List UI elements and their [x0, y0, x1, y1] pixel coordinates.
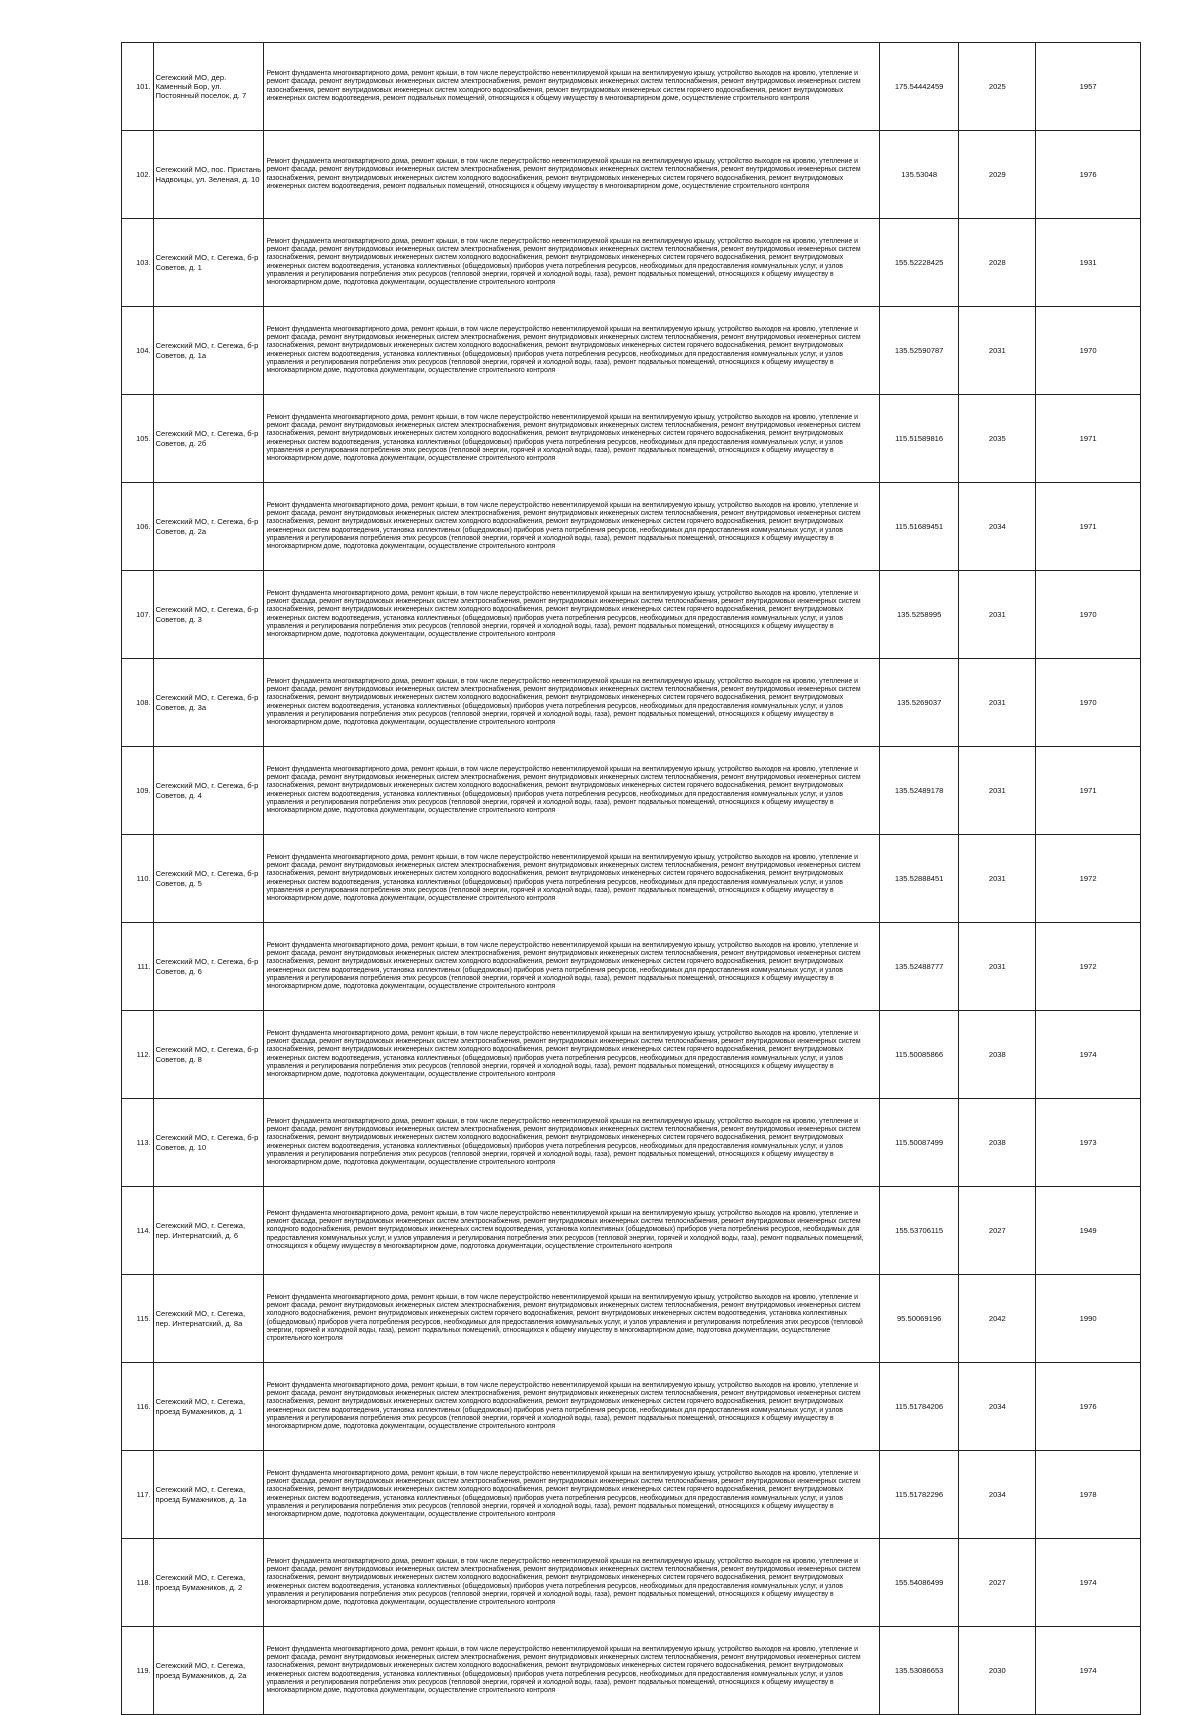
address-cell: Сегежский МО, г. Сегежа, б-р Советов, д. 1а [153, 307, 264, 395]
planned-year-cell: 2031 [959, 923, 1036, 1011]
built-year-cell: 1976 [1036, 131, 1141, 219]
works-description-cell: Ремонт фундамента многоквартирного дома, ремонт крыши, в том числе переустройство невентилируемой крыши на вентилируемую крышу, устройство выходов на кровлю, утепление и ремонт фасада, ремонт внутридомовых инженерных систем электроснабжения, ремонт внутридомовых инженерных систем теплоснабжения, ремонт внутридомовых инженерных систем газоснабжения, ремонт внутридомовых инженерных систем холодного водоснабжения, ремонт внутридомовых инженерных систем горячего водоснабжения, ремонт внутридомовых инженерных систем водоотведения, ремонт подвальных помещений, относящихся к общему имуществу в многоквартирном доме, осуществление строительного контроля [264, 43, 879, 131]
address-cell: Сегежский МО, г. Сегежа, б-р Советов, д. 10 [153, 1099, 264, 1187]
works-description-cell: Ремонт фундамента многоквартирного дома, ремонт крыши, в том числе переустройство невентилируемой крыши на вентилируемую крышу, устройство выходов на кровлю, утепление и ремонт фасада, ремонт внутридомовых инженерных систем электроснабжения, ремонт внутридомовых инженерных систем теплоснабжения, ремонт внутридомовых инженерных систем газоснабжения, ремонт внутридомовых инженерных систем холодного водоснабжения, ремонт внутридомовых инженерных систем горячего водоснабжения, ремонт внутридомовых инженерных систем водоотведения, установка коллективных (общедомовых) приборов учета потребления ресурсов, необходимых для предоставления коммунальных услуг, и узлов управления и регулирования потребления этих ресурсов (тепловой энергии, горячей и холодной воды, газа), ремонт подвальных помещений, относящихся к общему имуществу в многоквартирном доме, подготовка документации, осуществление строительного контроля [264, 571, 879, 659]
planned-year-cell: 2035 [959, 395, 1036, 483]
planned-year-cell: 2027 [959, 1539, 1036, 1627]
built-year-cell: 1976 [1036, 1363, 1141, 1451]
works-description-cell: Ремонт фундамента многоквартирного дома, ремонт крыши, в том числе переустройство невентилируемой крыши на вентилируемую крышу, устройство выходов на кровлю, утепление и ремонт фасада, ремонт внутридомовых инженерных систем электроснабжения, ремонт внутридомовых инженерных систем теплоснабжения, ремонт внутридомовых инженерных систем газоснабжения, ремонт внутридомовых инженерных систем холодного водоснабжения, ремонт внутридомовых инженерных систем горячего водоснабжения, ремонт внутридомовых инженерных систем водоотведения, установка коллективных (общедомовых) приборов учета потребления ресурсов, необходимых для предоставления коммунальных услуг, и узлов управления и регулирования потребления этих ресурсов (тепловой энергии, горячей и холодной воды, газа), ремонт подвальных помещений, относящихся к общему имуществу в многоквартирном доме, подготовка документации, осуществление строительного контроля [264, 1099, 879, 1187]
planned-year-cell: 2031 [959, 659, 1036, 747]
address-cell: Сегежский МО, г. Сегежа, проезд Бумажников, д. 2а [153, 1627, 264, 1715]
address-cell: Сегежский МО, г. Сегежа, б-р Советов, д. 3 [153, 571, 264, 659]
cost-cell: 155.54086499 [879, 1539, 958, 1627]
cost-cell: 135.5269037 [879, 659, 958, 747]
works-description-cell: Ремонт фундамента многоквартирного дома, ремонт крыши, в том числе переустройство невентилируемой крыши на вентилируемую крышу, устройство выходов на кровлю, утепление и ремонт фасада, ремонт внутридомовых инженерных систем электроснабжения, ремонт внутридомовых инженерных систем теплоснабжения, ремонт внутридомовых инженерных систем холодного водоснабжения, ремонт внутридомовых инженерных систем водоотведения, установка коллективных (общедомовых) приборов учета потребления ресурсов, необходимых для предоставления коммунальных услуг, и узлов управления и регулирования потребления этих ресурсов (тепловой энергии, горячей и холодной воды, газа), ремонт подвальных помещений, относящихся к общему имуществу в многоквартирном доме, подготовка документации, осуществление строительного контроля [264, 1187, 879, 1275]
address-cell: Сегежский МО, г. Сегежа, б-р Советов, д. 1 [153, 219, 264, 307]
row-number: 110. [122, 835, 154, 923]
built-year-cell: 1978 [1036, 1451, 1141, 1539]
works-description-cell: Ремонт фундамента многоквартирного дома, ремонт крыши, в том числе переустройство невентилируемой крыши на вентилируемую крышу, устройство выходов на кровлю, утепление и ремонт фасада, ремонт внутридомовых инженерных систем электроснабжения, ремонт внутридомовых инженерных систем теплоснабжения, ремонт внутридомовых инженерных систем газоснабжения, ремонт внутридомовых инженерных систем холодного водоснабжения, ремонт внутридомовых инженерных систем горячего водоснабжения, ремонт внутридомовых инженерных систем водоотведения, установка коллективных (общедомовых) приборов учета потребления ресурсов, необходимых для предоставления коммунальных услуг, и узлов управления и регулирования потребления этих ресурсов (тепловой энергии, горячей и холодной воды, газа), ремонт подвальных помещений, относящихся к общему имуществу в многоквартирном доме, подготовка документации, осуществление строительного контроля [264, 1363, 879, 1451]
row-number: 108. [122, 659, 154, 747]
cost-cell: 155.53706115 [879, 1187, 958, 1275]
works-description-cell: Ремонт фундамента многоквартирного дома, ремонт крыши, в том числе переустройство невентилируемой крыши на вентилируемую крышу, устройство выходов на кровлю, утепление и ремонт фасада, ремонт внутридомовых инженерных систем электроснабжения, ремонт внутридомовых инженерных систем теплоснабжения, ремонт внутридомовых инженерных систем газоснабжения, ремонт внутридомовых инженерных систем холодного водоснабжения, ремонт внутридомовых инженерных систем горячего водоснабжения, ремонт внутридомовых инженерных систем водоотведения, установка коллективных (общедомовых) приборов учета потребления ресурсов, необходимых для предоставления коммунальных услуг, и узлов управления и регулирования потребления этих ресурсов (тепловой энергии, горячей и холодной воды, газа), ремонт подвальных помещений, относящихся к общему имуществу в многоквартирном доме, подготовка документации, осуществление строительного контроля [264, 835, 879, 923]
row-number: 105. [122, 395, 154, 483]
built-year-cell: 1970 [1036, 307, 1141, 395]
built-year-cell: 1970 [1036, 571, 1141, 659]
built-year-cell: 1972 [1036, 835, 1141, 923]
built-year-cell: 1974 [1036, 1627, 1141, 1715]
built-year-cell: 1931 [1036, 219, 1141, 307]
built-year-cell: 1970 [1036, 659, 1141, 747]
planned-year-cell: 2028 [959, 219, 1036, 307]
address-cell: Сегежский МО, г. Сегежа, б-р Советов, д. 2б [153, 395, 264, 483]
row-number: 119. [122, 1627, 154, 1715]
address-cell: Сегежский МО, г. Сегежа, проезд Бумажников, д. 2 [153, 1539, 264, 1627]
planned-year-cell: 2031 [959, 571, 1036, 659]
cost-cell: 135.52489178 [879, 747, 958, 835]
row-number: 115. [122, 1275, 154, 1363]
planned-year-cell: 2038 [959, 1099, 1036, 1187]
address-cell: Сегежский МО, г. Сегежа, б-р Советов, д. 4 [153, 747, 264, 835]
cost-cell: 135.5258995 [879, 571, 958, 659]
row-number: 103. [122, 219, 154, 307]
built-year-cell: 1957 [1036, 43, 1141, 131]
built-year-cell: 1949 [1036, 1187, 1141, 1275]
cost-cell: 115.51689451 [879, 483, 958, 571]
address-cell: Сегежский МО, г. Сегежа, пер. Интернатский, д. 8а [153, 1275, 264, 1363]
planned-year-cell: 2031 [959, 307, 1036, 395]
table-row [122, 1539, 1141, 1627]
works-description-cell: Ремонт фундамента многоквартирного дома, ремонт крыши, в том числе переустройство невентилируемой крыши на вентилируемую крышу, устройство выходов на кровлю, утепление и ремонт фасада, ремонт внутридомовых инженерных систем электроснабжения, ремонт внутридомовых инженерных систем теплоснабжения, ремонт внутридомовых инженерных систем газоснабжения, ремонт внутридомовых инженерных систем холодного водоснабжения, ремонт внутридомовых инженерных систем горячего водоснабжения, ремонт внутридомовых инженерных систем водоотведения, ремонт подвальных помещений, относящихся к общему имуществу в многоквартирном доме, осуществление строительного контроля [264, 131, 879, 219]
cost-cell: 155.52228425 [879, 219, 958, 307]
built-year-cell: 1971 [1036, 395, 1141, 483]
table-row [122, 835, 1141, 923]
table-row [122, 1011, 1141, 1099]
works-description-cell: Ремонт фундамента многоквартирного дома, ремонт крыши, в том числе переустройство невентилируемой крыши на вентилируемую крышу, устройство выходов на кровлю, утепление и ремонт фасада, ремонт внутридомовых инженерных систем электроснабжения, ремонт внутридомовых инженерных систем теплоснабжения, ремонт внутридомовых инженерных систем холодного водоснабжения, ремонт внутридомовых инженерных систем горячего водоснабжения, ремонт внутридомовых инженерных систем водоотведения, установка коллективных (общедомовых) приборов учета потребления ресурсов, необходимых для предоставления коммунальных услуг, и узлов управления и регулирования потребления этих ресурсов (тепловой энергии, горячей и холодной воды, газа), ремонт подвальных помещений, относящихся к общему имуществу в многоквартирном доме, подготовка документации, осуществление строительного контроля [264, 1275, 879, 1363]
planned-year-cell: 2025 [959, 43, 1036, 131]
row-number: 106. [122, 483, 154, 571]
planned-year-cell: 2027 [959, 1187, 1036, 1275]
cost-cell: 135.52488777 [879, 923, 958, 1011]
works-description-cell: Ремонт фундамента многоквартирного дома, ремонт крыши, в том числе переустройство невентилируемой крыши на вентилируемую крышу, устройство выходов на кровлю, утепление и ремонт фасада, ремонт внутридомовых инженерных систем электроснабжения, ремонт внутридомовых инженерных систем теплоснабжения, ремонт внутридомовых инженерных систем газоснабжения, ремонт внутридомовых инженерных систем холодного водоснабжения, ремонт внутридомовых инженерных систем горячего водоснабжения, ремонт внутридомовых инженерных систем водоотведения, установка коллективных (общедомовых) приборов учета потребления ресурсов, необходимых для предоставления коммунальных услуг, и узлов управления и регулирования потребления этих ресурсов (тепловой энергии, горячей и холодной воды, газа), ремонт подвальных помещений, относящихся к общему имуществу в многоквартирном доме, подготовка документации, осуществление строительного контроля [264, 1627, 879, 1715]
cost-cell: 135.53086653 [879, 1627, 958, 1715]
built-year-cell: 1971 [1036, 483, 1141, 571]
cost-cell: 115.50085866 [879, 1011, 958, 1099]
works-description-cell: Ремонт фундамента многоквартирного дома, ремонт крыши, в том числе переустройство невентилируемой крыши на вентилируемую крышу, устройство выходов на кровлю, утепление и ремонт фасада, ремонт внутридомовых инженерных систем электроснабжения, ремонт внутридомовых инженерных систем теплоснабжения, ремонт внутридомовых инженерных систем газоснабжения, ремонт внутридомовых инженерных систем холодного водоснабжения, ремонт внутридомовых инженерных систем горячего водоснабжения, ремонт внутридомовых инженерных систем водоотведения, установка коллективных (общедомовых) приборов учета потребления ресурсов, необходимых для предоставления коммунальных услуг, и узлов управления и регулирования потребления этих ресурсов (тепловой энергии, горячей и холодной воды, газа), ремонт подвальных помещений, относящихся к общему имуществу в многоквартирном доме, подготовка документации, осуществление строительного контроля [264, 483, 879, 571]
works-description-cell: Ремонт фундамента многоквартирного дома, ремонт крыши, в том числе переустройство невентилируемой крыши на вентилируемую крышу, устройство выходов на кровлю, утепление и ремонт фасада, ремонт внутридомовых инженерных систем электроснабжения, ремонт внутридомовых инженерных систем теплоснабжения, ремонт внутридомовых инженерных систем газоснабжения, ремонт внутридомовых инженерных систем холодного водоснабжения, ремонт внутридомовых инженерных систем горячего водоснабжения, ремонт внутридомовых инженерных систем водоотведения, установка коллективных (общедомовых) приборов учета потребления ресурсов, необходимых для предоставления коммунальных услуг, и узлов управления и регулирования потребления этих ресурсов (тепловой энергии, горячей и холодной воды, газа), ремонт подвальных помещений, относящихся к общему имуществу в многоквартирном доме, подготовка документации, осуществление строительного контроля [264, 747, 879, 835]
row-number: 111. [122, 923, 154, 1011]
table-row [122, 483, 1141, 571]
table-row [122, 307, 1141, 395]
address-cell: Сегежский МО, г. Сегежа, проезд Бумажников, д. 1а [153, 1451, 264, 1539]
planned-year-cell: 2031 [959, 747, 1036, 835]
table-row [122, 395, 1141, 483]
row-number: 117. [122, 1451, 154, 1539]
planned-year-cell: 2029 [959, 131, 1036, 219]
row-number: 104. [122, 307, 154, 395]
row-number: 118. [122, 1539, 154, 1627]
built-year-cell: 1990 [1036, 1275, 1141, 1363]
works-description-cell: Ремонт фундамента многоквартирного дома, ремонт крыши, в том числе переустройство невентилируемой крыши на вентилируемую крышу, устройство выходов на кровлю, утепление и ремонт фасада, ремонт внутридомовых инженерных систем электроснабжения, ремонт внутридомовых инженерных систем теплоснабжения, ремонт внутридомовых инженерных систем газоснабжения, ремонт внутридомовых инженерных систем холодного водоснабжения, ремонт внутридомовых инженерных систем горячего водоснабжения, ремонт внутридомовых инженерных систем водоотведения, установка коллективных (общедомовых) приборов учета потребления ресурсов, необходимых для предоставления коммунальных услуг, и узлов управления и регулирования потребления этих ресурсов (тепловой энергии, горячей и холодной воды, газа), ремонт подвальных помещений, относящихся к общему имуществу в многоквартирном доме, подготовка документации, осуществление строительного контроля [264, 219, 879, 307]
built-year-cell: 1972 [1036, 923, 1141, 1011]
address-cell: Сегежский МО, г. Сегежа, пер. Интернатский, д. 6 [153, 1187, 264, 1275]
cost-cell: 115.51784206 [879, 1363, 958, 1451]
planned-year-cell: 2031 [959, 835, 1036, 923]
row-number: 107. [122, 571, 154, 659]
works-description-cell: Ремонт фундамента многоквартирного дома, ремонт крыши, в том числе переустройство невентилируемой крыши на вентилируемую крышу, устройство выходов на кровлю, утепление и ремонт фасада, ремонт внутридомовых инженерных систем электроснабжения, ремонт внутридомовых инженерных систем теплоснабжения, ремонт внутридомовых инженерных систем газоснабжения, ремонт внутридомовых инженерных систем холодного водоснабжения, ремонт внутридомовых инженерных систем горячего водоснабжения, ремонт внутридомовых инженерных систем водоотведения, установка коллективных (общедомовых) приборов учета потребления ресурсов, необходимых для предоставления коммунальных услуг, и узлов управления и регулирования потребления этих ресурсов (тепловой энергии, горячей и холодной воды, газа), ремонт подвальных помещений, относящихся к общему имуществу в многоквартирном доме, подготовка документации, осуществление строительного контроля [264, 1539, 879, 1627]
planned-year-cell: 2038 [959, 1011, 1036, 1099]
table-row [122, 1275, 1141, 1363]
cost-cell: 115.51782296 [879, 1451, 958, 1539]
cost-cell: 135.52590787 [879, 307, 958, 395]
cost-cell: 175.54442459 [879, 43, 958, 131]
address-cell: Сегежский МО, г. Сегежа, б-р Советов, д. 2а [153, 483, 264, 571]
address-cell: Сегежский МО, г. Сегежа, б-р Советов, д. 8 [153, 1011, 264, 1099]
cost-cell: 135.53048 [879, 131, 958, 219]
table-row [122, 1187, 1141, 1275]
address-cell: Сегежский МО, г. Сегежа, б-р Советов, д. 6 [153, 923, 264, 1011]
planned-year-cell: 2042 [959, 1275, 1036, 1363]
table-row [122, 1627, 1141, 1715]
table-row [122, 1363, 1141, 1451]
row-number: 102. [122, 131, 154, 219]
table-row [122, 659, 1141, 747]
table-row [122, 747, 1141, 835]
built-year-cell: 1971 [1036, 747, 1141, 835]
table-row [122, 1099, 1141, 1187]
row-number: 113. [122, 1099, 154, 1187]
address-cell: Сегежский МО, г. Сегежа, проезд Бумажников, д. 1 [153, 1363, 264, 1451]
planned-year-cell: 2034 [959, 1363, 1036, 1451]
cost-cell: 115.51589816 [879, 395, 958, 483]
works-description-cell: Ремонт фундамента многоквартирного дома, ремонт крыши, в том числе переустройство невентилируемой крыши на вентилируемую крышу, устройство выходов на кровлю, утепление и ремонт фасада, ремонт внутридомовых инженерных систем электроснабжения, ремонт внутридомовых инженерных систем теплоснабжения, ремонт внутридомовых инженерных систем газоснабжения, ремонт внутридомовых инженерных систем холодного водоснабжения, ремонт внутридомовых инженерных систем горячего водоснабжения, ремонт внутридомовых инженерных систем водоотведения, установка коллективных (общедомовых) приборов учета потребления ресурсов, необходимых для предоставления коммунальных услуг, и узлов управления и регулирования потребления этих ресурсов (тепловой энергии, горячей и холодной воды, газа), ремонт подвальных помещений, относящихся к общему имуществу в многоквартирном доме, подготовка документации, осуществление строительного контроля [264, 1011, 879, 1099]
table-row [122, 1451, 1141, 1539]
document-page [121, 42, 1141, 1715]
row-number: 114. [122, 1187, 154, 1275]
row-number: 112. [122, 1011, 154, 1099]
built-year-cell: 1974 [1036, 1011, 1141, 1099]
planned-year-cell: 2030 [959, 1627, 1036, 1715]
built-year-cell: 1973 [1036, 1099, 1141, 1187]
works-description-cell: Ремонт фундамента многоквартирного дома, ремонт крыши, в том числе переустройство невентилируемой крыши на вентилируемую крышу, устройство выходов на кровлю, утепление и ремонт фасада, ремонт внутридомовых инженерных систем электроснабжения, ремонт внутридомовых инженерных систем теплоснабжения, ремонт внутридомовых инженерных систем газоснабжения, ремонт внутридомовых инженерных систем холодного водоснабжения, ремонт внутридомовых инженерных систем горячего водоснабжения, ремонт внутридомовых инженерных систем водоотведения, установка коллективных (общедомовых) приборов учета потребления ресурсов, необходимых для предоставления коммунальных услуг, и узлов управления и регулирования потребления этих ресурсов (тепловой энергии, горячей и холодной воды, газа), ремонт подвальных помещений, относящихся к общему имуществу в многоквартирном доме, подготовка документации, осуществление строительного контроля [264, 1451, 879, 1539]
address-cell: Сегежский МО, пос. Пристань Надвоицы, ул. Зеленая, д. 10 [153, 131, 264, 219]
works-description-cell: Ремонт фундамента многоквартирного дома, ремонт крыши, в том числе переустройство невентилируемой крыши на вентилируемую крышу, устройство выходов на кровлю, утепление и ремонт фасада, ремонт внутридомовых инженерных систем электроснабжения, ремонт внутридомовых инженерных систем теплоснабжения, ремонт внутридомовых инженерных систем газоснабжения, ремонт внутридомовых инженерных систем холодного водоснабжения, ремонт внутридомовых инженерных систем горячего водоснабжения, ремонт внутридомовых инженерных систем водоотведения, установка коллективных (общедомовых) приборов учета потребления ресурсов, необходимых для предоставления коммунальных услуг, и узлов управления и регулирования потребления этих ресурсов (тепловой энергии, горячей и холодной воды, газа), ремонт подвальных помещений, относящихся к общему имуществу в многоквартирном доме, подготовка документации, осуществление строительного контроля [264, 395, 879, 483]
works-description-cell: Ремонт фундамента многоквартирного дома, ремонт крыши, в том числе переустройство невентилируемой крыши на вентилируемую крышу, устройство выходов на кровлю, утепление и ремонт фасада, ремонт внутридомовых инженерных систем электроснабжения, ремонт внутридомовых инженерных систем теплоснабжения, ремонт внутридомовых инженерных систем газоснабжения, ремонт внутридомовых инженерных систем холодного водоснабжения, ремонт внутридомовых инженерных систем горячего водоснабжения, ремонт внутридомовых инженерных систем водоотведения, установка коллективных (общедомовых) приборов учета потребления ресурсов, необходимых для предоставления коммунальных услуг, и узлов управления и регулирования потребления этих ресурсов (тепловой энергии, горячей и холодной воды, газа), ремонт подвальных помещений, относящихся к общему имуществу в многоквартирном доме, подготовка документации, осуществление строительного контроля [264, 923, 879, 1011]
table-row [122, 923, 1141, 1011]
table-body [122, 43, 1141, 1715]
cost-cell: 135.52888451 [879, 835, 958, 923]
table-row [122, 43, 1141, 131]
row-number: 101. [122, 43, 154, 131]
works-description-cell: Ремонт фундамента многоквартирного дома, ремонт крыши, в том числе переустройство невентилируемой крыши на вентилируемую крышу, устройство выходов на кровлю, утепление и ремонт фасада, ремонт внутридомовых инженерных систем электроснабжения, ремонт внутридомовых инженерных систем теплоснабжения, ремонт внутридомовых инженерных систем газоснабжения, ремонт внутридомовых инженерных систем холодного водоснабжения, ремонт внутридомовых инженерных систем горячего водоснабжения, ремонт внутридомовых инженерных систем водоотведения, установка коллективных (общедомовых) приборов учета потребления ресурсов, необходимых для предоставления коммунальных услуг, и узлов управления и регулирования потребления этих ресурсов (тепловой энергии, горячей и холодной воды, газа), ремонт подвальных помещений, относящихся к общему имуществу в многоквартирном доме, подготовка документации, осуществление строительного контроля [264, 307, 879, 395]
capital-repair-table [121, 42, 1141, 1715]
cost-cell: 95.50069196 [879, 1275, 958, 1363]
row-number: 116. [122, 1363, 154, 1451]
row-number: 109. [122, 747, 154, 835]
works-description-cell: Ремонт фундамента многоквартирного дома, ремонт крыши, в том числе переустройство невентилируемой крыши на вентилируемую крышу, устройство выходов на кровлю, утепление и ремонт фасада, ремонт внутридомовых инженерных систем электроснабжения, ремонт внутридомовых инженерных систем теплоснабжения, ремонт внутридомовых инженерных систем газоснабжения, ремонт внутридомовых инженерных систем холодного водоснабжения, ремонт внутридомовых инженерных систем горячего водоснабжения, ремонт внутридомовых инженерных систем водоотведения, установка коллективных (общедомовых) приборов учета потребления ресурсов, необходимых для предоставления коммунальных услуг, и узлов управления и регулирования потребления этих ресурсов (тепловой энергии, горячей и холодной воды, газа), ремонт подвальных помещений, относящихся к общему имуществу в многоквартирном доме, подготовка документации, осуществление строительного контроля [264, 659, 879, 747]
table-row [122, 131, 1141, 219]
built-year-cell: 1974 [1036, 1539, 1141, 1627]
address-cell: Сегежский МО, г. Сегежа, б-р Советов, д. 5 [153, 835, 264, 923]
planned-year-cell: 2034 [959, 1451, 1036, 1539]
address-cell: Сегежский МО, г. Сегежа, б-р Советов, д. 3а [153, 659, 264, 747]
table-row [122, 571, 1141, 659]
cost-cell: 115.50087499 [879, 1099, 958, 1187]
planned-year-cell: 2034 [959, 483, 1036, 571]
address-cell: Сегежский МО, дер. Каменный Бор, ул. Постоянный поселок, д. 7 [153, 43, 264, 131]
table-row [122, 219, 1141, 307]
